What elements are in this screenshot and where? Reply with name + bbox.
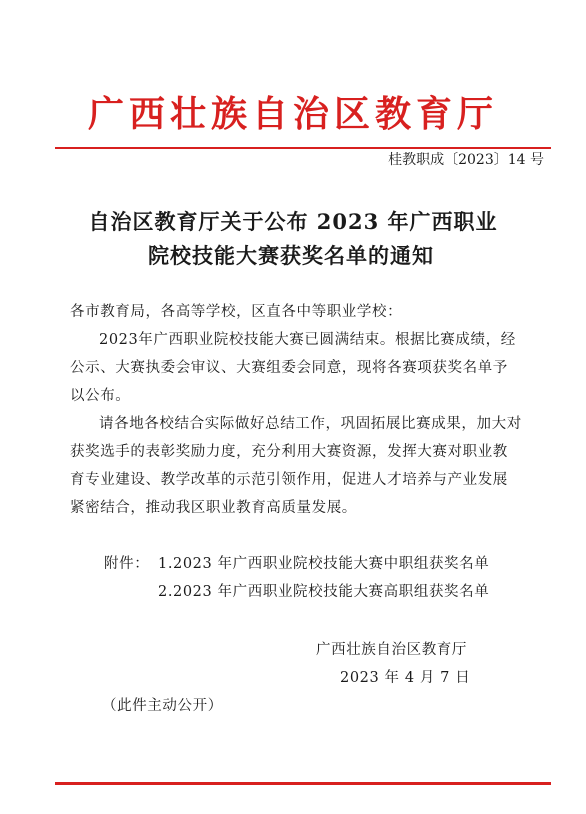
attachment-item-1: 1.2023 年广西职业院校技能大赛中职组获奖名单 [158,556,490,572]
notice-title-line-2: 院校技能大赛获奖名单的通知 [148,243,434,268]
issuer-signature: 广西壮族自治区教育厅 [316,642,467,658]
public-disclosure-note: （此件主动公开） [102,698,223,714]
notice-title-line-1: 自治区教育厅关于公布 2023 年广西职业 [88,209,498,234]
document-number: 桂教职成〔2023〕14 号 [388,152,544,168]
header-red-rule [55,147,551,149]
salutation: 各市教育局，各高等学校，区直各中等职业学校： [70,304,403,320]
body-paragraph-1: 2023年广西职业院校技能大赛已圆满结束。根据比赛成绩，经公示、大赛执委会审议、大赛组委会同意，现将各赛项获奖名单予以公布。 [70,332,516,404]
footer-red-rule [55,782,551,785]
attachment-item-2: 2.2023 年广西职业院校技能大赛高职组获奖名单 [158,584,490,600]
issue-date: 2023 年 4 月 7 日 [340,670,471,686]
issuer-header: 广西壮族自治区教育厅 [87,93,498,135]
attachments-label: 附件： [104,556,150,572]
body-paragraph-2: 请各地各校结合实际做好总结工作，巩固拓展比赛成果，加大对获奖选手的表彰奖励力度，充分利用大赛资源，发挥大赛对职业教育专业建设、教学改革的示范引领作用，促进人才培养与产业发展紧密结合，推动我区职业教育高质量发展。 [70,416,522,516]
